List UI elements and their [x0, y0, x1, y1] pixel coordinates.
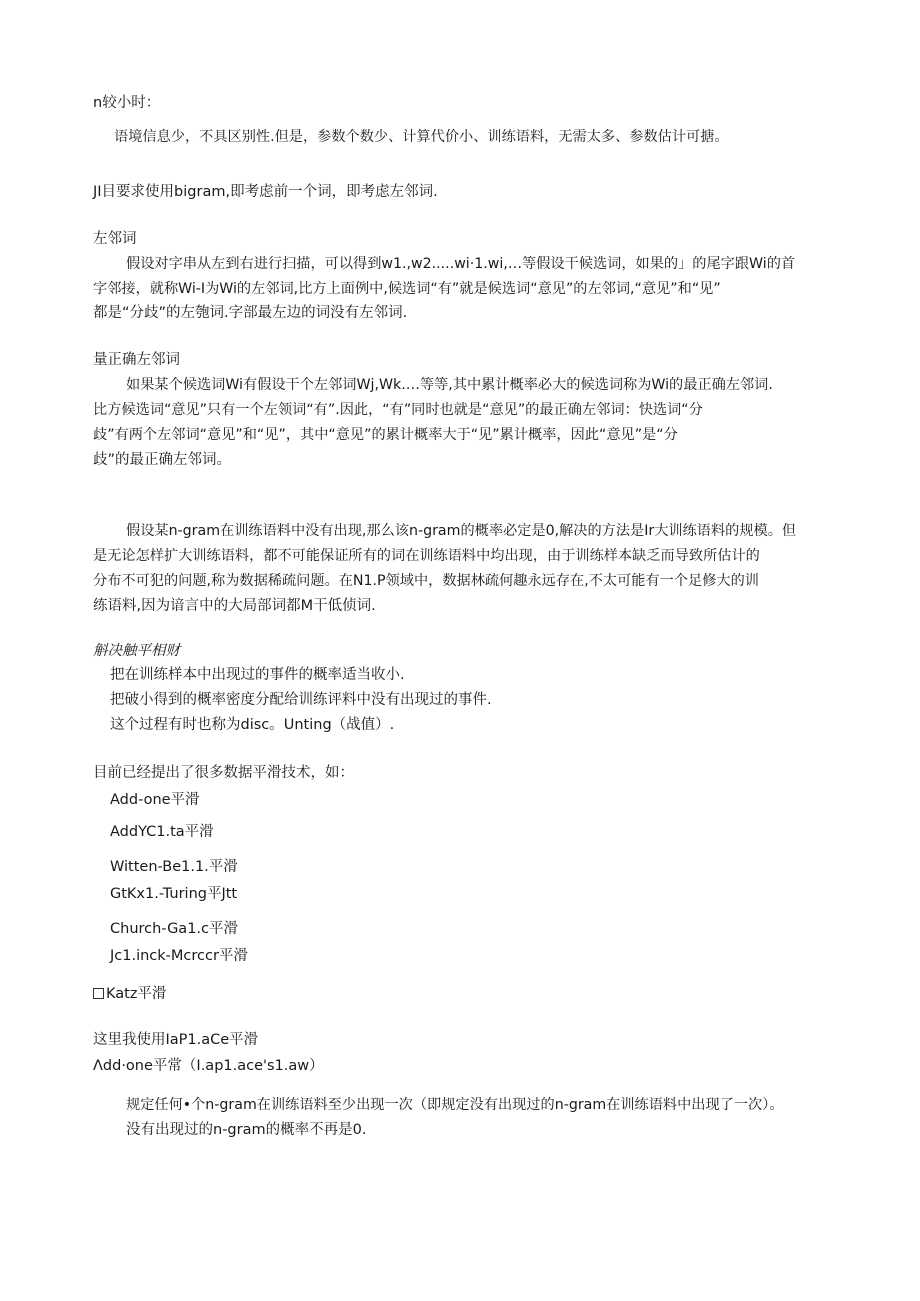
list-item: 把在训练样本中出现过的事件的概率适当收小.: [110, 667, 405, 683]
list-item: [93, 984, 166, 1004]
paragraph-line: 歧”有两个左邻词“意见”和“见”，其中“意见”的累计概率大于“见”累计概率，因此“意见”是“分: [93, 427, 678, 443]
paragraph-line: 如果某个候选词Wi有假设干个左邻词Wj,Wk.…等等,其中累计概率必大的候选词称为Wi的最正确左邻词.: [126, 377, 773, 393]
paragraph-line: 假设某n-gram在训练语料中没有出现,那么该n-gram的概率必定是0,解决的方法是Ir大训练语料的规模。但: [126, 523, 797, 539]
list-item: Jc1.inck-Mcrccr平滑: [110, 948, 248, 964]
paragraph-line: JI目要求使用bigram,即考虑前一个词，即考虑左邻词.: [93, 184, 438, 200]
list-item: Church-Ga1.c平滑: [110, 921, 239, 937]
paragraph-line: 都是“分歧”的左匏词.字部最左边的词没有左邻词.: [93, 305, 408, 321]
paragraph-line: 分布不可犯的问题,称为数据稀疏问题。在N1.P领域中，数据林疏何趣永远存在,不太可能有一个足修大的训: [93, 573, 759, 589]
list-item: Add-one平滑: [110, 792, 200, 808]
paragraph-line: 规定任何•个n-gram在训练语料至少出现一次（即规定没有出现过的n-gram在训练语料中出现了一次）。: [126, 1097, 784, 1113]
paragraph-line: Λdd·one平常（I.ap1.ace's1.aw）: [93, 1058, 324, 1074]
section-heading-best-left-neighbor: 量正确左邻词: [93, 352, 180, 368]
heading-n-small: n较小时：: [93, 95, 161, 111]
paragraph-line: 假设对字串从左到右进行扫描，可以得到w1.,w2.....wi·1.wi,…等假设干候选词，如果的」的尾字跟Wi的首: [126, 256, 796, 272]
paragraph-line: 没有出现过的n-gram的概率不再是0.: [126, 1122, 367, 1138]
paragraph-line: 是无论怎样扩大训练语料，都不可能保证所有的词在训练语料中均出现，由于训练样本缺乏而导致所估计的: [93, 548, 760, 564]
section-heading-smoothing: 斛决触平相财: [93, 643, 180, 659]
paragraph-line: 这里我使用IaP1.aCe平滑: [93, 1032, 259, 1048]
paragraph-line: 比方候选词“意见”只有一个左领词“有”.因此，“有”同时也就是“意见”的最正确左邻词：快选词“分: [93, 402, 703, 418]
paragraph-line: 练语料,因为谙言中的大局部词都M干低侦词.: [93, 598, 376, 614]
section-heading-left-neighbor: 左邻词: [93, 231, 137, 247]
list-item: 这个过程有时也称为disc。Unting（战值）.: [110, 717, 395, 733]
list-item: 把破小得到的概率密度分配给训练评料中没有出现过的事件.: [110, 692, 492, 708]
paragraph-line: 字邻接，就称Wi-I为Wi的左邻词,比方上面例中,候选词“有”就是候选词“意见”的左邻词,“意见”和“见”: [93, 281, 721, 297]
paragraph-line: 歧”的最正确左邻词。: [93, 452, 232, 468]
square-bullet-icon: [93, 988, 104, 999]
paragraph-line: 目前已经提出了很多数据平滑技术，如：: [93, 765, 354, 781]
list-item-label: Katz平滑: [106, 986, 167, 1002]
list-item: AddYC1.ta平滑: [110, 824, 214, 840]
list-item: Witten-Be1.1.平滑: [110, 859, 238, 875]
paragraph-line: 语境信息少，不具区别性.但是，参数个数少、计算代价小、训练语料，无需太多、参数估计可搪。: [114, 129, 729, 145]
list-item: GtKx1.-Turing平Jtt: [110, 886, 238, 902]
